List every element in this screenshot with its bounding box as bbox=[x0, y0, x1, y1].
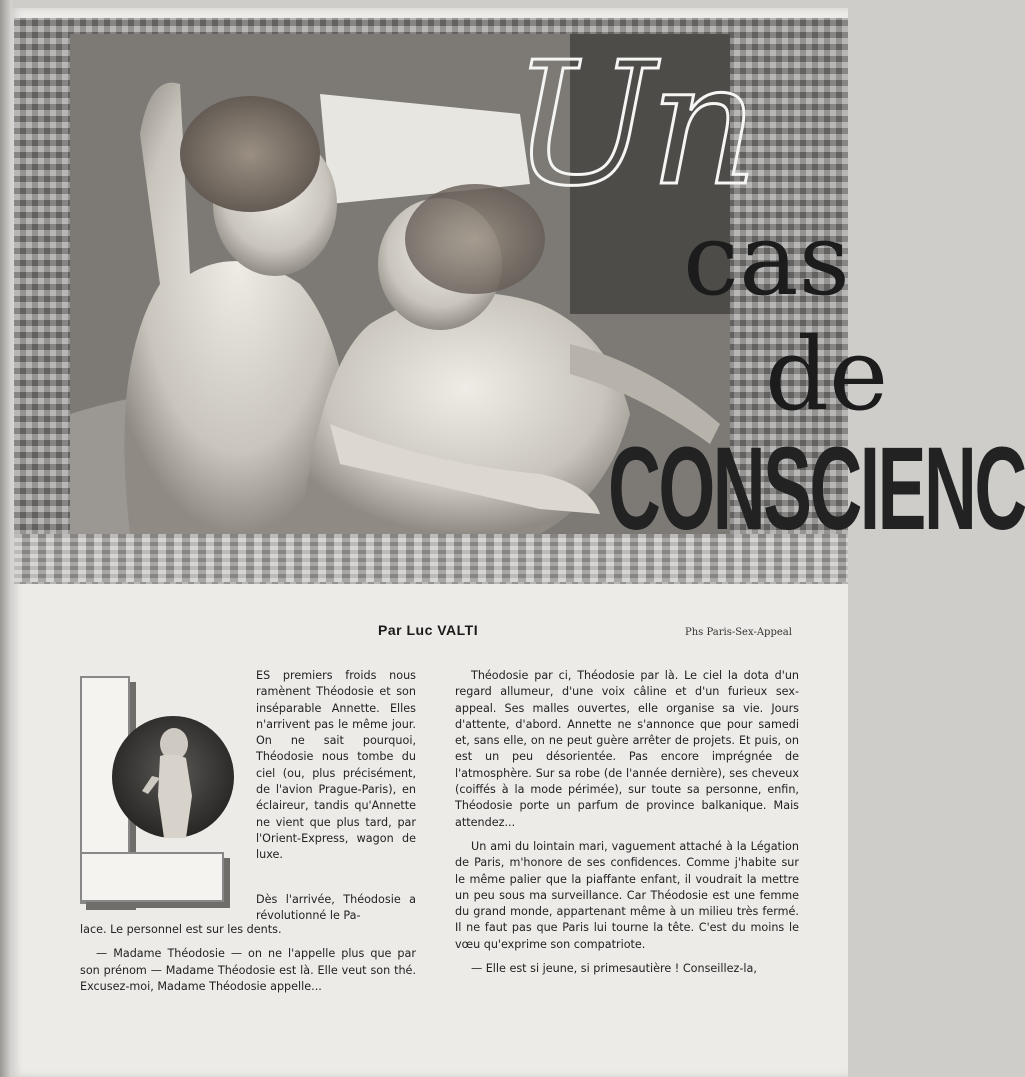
column-1-continuation bbox=[256, 892, 416, 925]
paragraph-theodosie-par-ci: Théodosie par ci, Théodosie par là. Le ciel la dota d'un regard allumeur, d'une voix câline et d'un furieux sex-appeal. Ses malles ouvertes, elle organise sa vie. Jours d'attente, d'abord. Annette ne s'annonce que pour samedi et, sans elle, on ne peut guère arrêter de projets. Et puis, on est un peu désorientée. Pas encore imprégnée de l'atmosphère. Sur sa robe (de l'année dernière), ses cheveux (coiffés à la mode périmée), sur toute sa personne, enfin, Théodosie porte un parfum de province balkanique. Mais attendez... bbox=[455, 669, 799, 829]
column-1-full bbox=[80, 922, 416, 1003]
paragraph-elle-est-si-jeune: — Elle est si jeune, si primesautière ! Conseillez-la, bbox=[471, 962, 757, 976]
intro-paragraph: ES premiers froids nous ramènent Théodosie et son inséparable Annette. Elles n'arrivent pas le même jour. On ne sait pourquoi, Théodosie nous tombe du ciel (ou, plus précisément, de l'avion Prague-Paris), en éclaireur, tandis qu'Annette ne vient que plus tard, par l'Orient-Express, wagon de luxe. bbox=[256, 669, 416, 862]
inset-figure-illustration bbox=[112, 716, 234, 838]
paragraph-madame-theodosie: — Madame Théodosie — on ne l'appelle plus que par son prénom — Madame Théodosie est là. Elle veut son thé. Excusez-moi, Madame Théodosie appelle... bbox=[80, 947, 416, 993]
photo-credit: Phs Paris-Sex-Appeal bbox=[685, 627, 792, 638]
paragraph-arrival-end: lace. Le personnel est sur les dents. bbox=[80, 923, 282, 936]
column-1-intro bbox=[256, 668, 416, 864]
title-word-conscience: CONSCIENC bbox=[608, 423, 1025, 555]
title-word-cas: cas bbox=[683, 201, 850, 318]
drop-cap-inset-photo bbox=[112, 716, 234, 838]
author-byline: Par Luc VALTI bbox=[378, 622, 479, 638]
title-word-un: Un bbox=[512, 26, 753, 224]
paragraph-arrival-start: Dès l'arrivée, Théodosie a révolutionné le Pa- bbox=[256, 893, 416, 923]
column-2 bbox=[455, 668, 799, 985]
title-word-de: de bbox=[765, 316, 889, 433]
drop-cap-letter-l bbox=[80, 676, 225, 900]
drop-cap-horizontal-stroke bbox=[80, 852, 224, 902]
paragraph-un-ami: Un ami du lointain mari, vaguement attaché à la Légation de Paris, m'honore de ses confidences. Comme j'habite sur le même palier que la piaffante enfant, il voudrait la mettre un peu sous ma surveillance. Car Théodosie est une femme du grand monde, appartenant même à un milieu très fermé. Il ne faut pas que Paris lui tourne la tête. C'est du moins le vœu qu'exprime son compatriote. bbox=[455, 839, 799, 951]
